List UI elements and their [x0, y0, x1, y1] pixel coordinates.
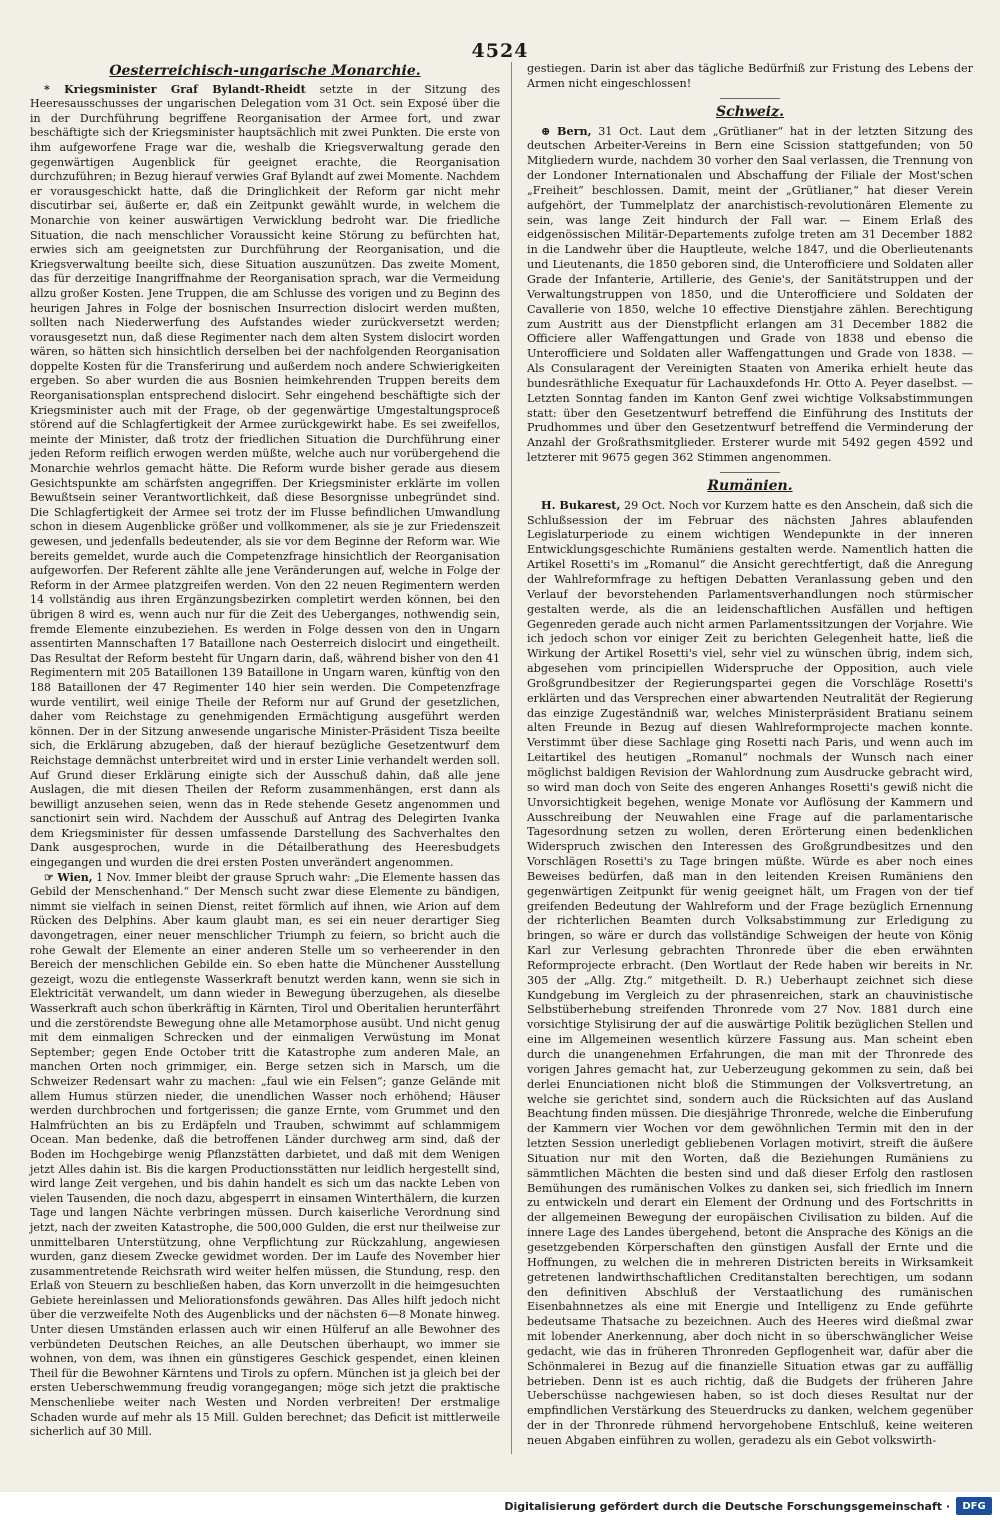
article-body: 1 Nov. Immer bleibt der grause Spruch wahr: „Die Elemente hassen das Gebild der Menschenhand.“ Der Mensch sucht zwar diese Elemente zu bändigen, nimmt sie vielfach in seinen Dienst, reitet förmlich auf ihnen, wie Arion auf dem Rücken des Delphins. Aber kaum glaubt man, es sei ein neuer derartiger Sieg davongetragen, einer neuer menschlicher Triumph zu feiern, so bricht auch die rohe Gewalt der Elemente an einer anderen Stelle um so verheerender in den Bereich der menschlichen Gebilde ein. So eben hatte die Münchener Ausstellung gezeigt, wozu die entlegenste Wasserkraft benutzt werden kann, wenn sie sich in Elektricität verwandelt, um dann wieder in Bewegung überzugehen, als dieselbe Wasserkraft auch schon überkräftig in Kärnten, Tirol und Oberitalien herunterfährt und die zerstörendste Bewegung ohne alle Metamorphose ausübt. Und nicht genug mit dem einmaligen Schrecken und der einmaligen Verwüstung im Monat September; gegen Ende October tritt die Katastrophe zum anderen Male, an manchen Orten noch grimmiger, ein. Berge setzen sich in Marsch, um die Schweizer Redensart wahr zu machen: „faul wie ein Felsen“; ganze Gelände mit allem Humus stürzen nieder, die unendlichen Wasser noch erhöhend; Häuser werden durchbrochen und fortgerissen; die ganze Ernte, vom Grummet und den Halmfrüchten an bis zu Erdäpfeln und Trauben, schwimmt auf schlammigem Ocean. Man bedenke, daß die betroffenen Länder durchweg arm sind, daß der Boden im Hochgebirge wenig Pflanzstätten darbietet, und daß mit dem Wenigen jetzt Alles dahin ist. Bis die kargen Productionsstätten nur leidlich hergestellt sind, wird lange Zeit vergehen, und bis dahin handelt es sich um das nackte Leben von vielen Tausenden, die noch dazu, abgesperrt in einsamen Winterthälern, die kurzen Tage und langen Nächte verbringen müssen. Durch kaiserliche Verordnung sind jetzt, nach der zweiten Katastrophe, die 500,000 Gulden, die erst nur theilweise zur unmittelbaren Unterstützung, ohne Verpflichtung zur Rückzahlung, angewiesen wurden, ganz diesem Zwecke gewidmet worden. Der im Laufe des November hier zusammentretende Reichsrath wird weiter helfen müssen, die Stundung, resp. den Erlaß von Steuern zu beschließen haben, das Korn unverzollt in die heimgesuchten Gebiete hereinlassen und Meliorationsfonds gewähren. Das Alles hilft jedoch nicht über die verzweifelte Noth des Augenblicks und der nächsten 6—8 Monate hinweg. Unter diesen Umständen erlassen auch wir einen Hülferuf an alle Bewohner des verbündeten Deutschen Reiches, an alle Deutschen überhaupt, wo immer sie wohnen, von dem, was ihnen ein günstigeres Geschick gespendet, einen kleinen Theil für die Bewohner Kärntens und Tirols zu opfern. München ist ja gleich bei der ersten Ueberschwemmung freudig vorangegangen; möge sich jetzt die praktische Menschenliebe weiter nach Westen und Norden verbreiten! Der erstmalige Schaden wurde auf mehr als 15 Mill. Gulden berechnet; das Deficit ist mittlerweile sicherlich auf 30 Mill.: [30, 870, 501, 1439]
section-heading-schweiz: Schweiz.: [716, 103, 784, 120]
article-bern: [527, 124, 973, 466]
section-divider: [720, 472, 780, 473]
article-body: setzte in der Sitzung des Heeresausschusses der ungarischen Delegation vom 31 Oct. sein Exposé über die in der Durchführung begriffene Reorganisation der Armee fort, und zwar beschäftigte sich der Kriegsminister hauptsächlich mit zwei Punkten. Die erste von ihm aufgeworfene Frage war die, weshalb die Kriegsverwaltung gerade den gegenwärtigen Augenblick für geeignet erachte, die Reorganisation durchzuführen; in Bezug hierauf verwies Graf Bylandt auf zwei Momente. Nachdem er vorausgeschickt hatte, daß die Dringlichkeit der Reform gar nicht mehr discutirbar sei, äußerte er, daß ein Zeitpunkt gewählt wurde, in welchem die Monarchie von keiner auswärtigen Verwicklung bedroht war. Die friedliche Situation, die nach menschlicher Voraussicht keine Störung zu befürchten hat, erwies sich am geeignetsten zur Durchführung der Reorganisation, und die Kriegsverwaltung beeilte sich, diese Situation auszunützen. Das zweite Moment, das für derzeitige Inangriffnahme der Reorganisation sprach, war die Vermeidung allzu großer Kosten. Jene Truppen, die am Schlusse des vorigen und zu Beginn des heurigen Jahres in Folge der bosnischen Insurrection dislocirt werden mußten, sollten nach Niederwerfung des Aufstandes wieder zurückversetzt werden; vorausgesetzt nun, daß diese Regimenter nach dem alten System dislocirt worden wären, so hätten sich hinsichtlich derselben bei der nachfolgenden Reorganisation doppelte Kosten für die Transferirung und außerdem noch andere Schwierigkeiten ergeben. So aber wurden die aus Bosnien heimkehrenden Truppen bereits dem Reorganisationsplan entsprechend dislocirt. Sehr eingehend beschäftigte sich der Kriegsminister auch mit der Frage, ob der gegenwärtige Umgestaltungsproceß störend auf die Schlagfertigkeit der Armee zurückgewirkt habe. Es sei zweifellos, meinte der Minister, daß trotz der friedlichen Situation die Durchführung einer jeden Reform reiflich erwogen werden müßte, welche auch nur vorübergehend die Monarchie wehrlos gemacht hätte. Die Reform wurde bisher gerade aus diesem Gesichtspunkte am schärfsten angegriffen. Der Kriegsminister erklärte im vollen Bewußtsein seiner Verantwortlichkeit, daß diese Besorgnisse unbegründet sind. Die Schlagfertigkeit der Armee sei trotz der im Flusse befindlichen Umwandlung schon in diesem Augenblicke größer und vollkommener, als sie je zur Friedenszeit gewesen, und jedenfalls bedeutender, als sie vor dem Beginne der Reform war. Wie bereits gemeldet, wurde auch die Competenzfrage hinsichtlich der Reorganisation aufgeworfen. Der Referent zählte alle jene Veränderungen auf, welche in Folge der Reform in der Armee platzgreifen werden. Von den 22 neuen Regimentern werden 14 vollständig aus ihren Ergänzungsbezirken completirt werden können, bei den übrigen 8 wird es, wenn auch nur für die Zeit des Ueberganges, nothwendig sein, fremde Elemente einzubeziehen. Es werden in Folge dessen von den in Ungarn assentirten Mannschaften 17 Bataillone nach Oesterreich dislocirt und eingetheilt. Das Resultat der Reform besteht für Ungarn darin, daß, während bisher von den 41 Regimentern mit 205 Bataillonen 139 Bataillone in Ungarn waren, künftig von den 188 Bataillonen der 47 Regimenter 140 hier sein werden. Die Competenzfrage wurde ventilirt, weil einige Theile der Reform nur auf Grund der gesetzlichen, daher vom Reichstage zu genehmigenden Ermächtigung ausgeführt werden können. Der in der Sitzung anwesende ungarische Minister-Präsident Tisza beeilte sich, die Erklärung abzugeben, daß der hierauf bezügliche Gesetzentwurf dem Reichstage demnächst unterbreitet wird und in erster Linie verhandelt werden soll. Auf Grund dieser Erklärung einigte sich der Ausschuß dahin, daß alle jene Auslagen, die mit diesen Theilen der Reform zusammenhängen, erst dann als bewilligt anzusehen seien, wenn das in Rede stehende Gesetz angenommen und sanctionirt sein wird. Nachdem der Ausschuß auf Antrag des Delegirten Ivanka dem Kriegsminister für dessen umfassende Darstellung des Sachverhaltes den Dank ausgesprochen, wurde in die Détailberathung des Heeresbudgets eingegangen und wurden die drei ersten Posten unverändert angenommen.: [30, 82, 500, 870]
article-continuation: gestiegen. Darin ist aber das tägliche Bedürfniß zur Fristung des Lebens der Armen nicht eingeschlossen!: [527, 62, 973, 90]
article-lead: Bern,: [557, 123, 592, 138]
article-lead: H. Bukarest,: [541, 497, 621, 512]
funding-notice: Digitalisierung gefördert durch die Deutsche Forschungsgemeinschaft ·: [504, 1500, 950, 1513]
article-kriegsminister: [30, 83, 500, 871]
dfg-logo-icon[interactable]: DFG: [956, 1497, 992, 1515]
article-lead: Wien,: [57, 870, 93, 884]
article-body: 29 Oct. Noch vor Kurzem hatte es den Anschein, daß sich die Schlußsession der im Februar des nächsten Jahres ablaufenden Legislaturperiode zu einem wichtigen Wendepunkte in der inneren Entwicklungsgeschichte Rumäniens gestalten werde. Namentlich hatten die Artikel Rosetti's im „Romanul“ die Ansicht gerechtfertigt, daß die Anregung der Wahlreformfrage zu heftigen Debatten Veranlassung geben und den Verlauf der bevorstehenden Parlamentsverhandlungen noch stürmischer gestalten werde, als die an leidenschaftlichen Ausfällen und heftigen Gegenreden gerade auch nicht armen Parlamentssitzungen der Vorjahre. Wie ich jedoch schon vor einiger Zeit zu berichten Gelegenheit hatte, ließ die Wirkung der Artikel Rosetti's viel, sehr viel zu wünschen übrig, indem sich, abgesehen vom principiellen Widerspruche der Opposition, auch viele Großgrundbesitzer der Regierungspartei gegen die Vorschläge Rosetti's erklärten und das Versprechen einer abwartenden Neutralität der Regierung das einzige Zugeständniß war, welches Ministerpräsident Bratianu seinem alten Freunde in Bezug auf diesen Wahlreformprojecte machen konnte. Verstimmt über diese Sachlage ging Rosetti nach Paris, und wenn auch im Leitartikel des heutigen „Romanul“ nochmals der Wunsch nach einer möglichst baldigen Revision der Wahlordnung zum Ausdrucke gebracht wird, so wird man doch von Seite des engeren Anhanges Rosetti's gewiß nicht die Unvorsichtigkeit begehen, wenige Monate vor Auflösung der Kammern und Ausschreibung der Neuwahlen eine Frage auf die parlamentarische Tagesordnung setzen zu wollen, deren Erörterung einen bedenklichen Widerspruch zwischen den Interessen des Großgrundbesitzes und den Vorschlägen Rosetti's zu Tage bringen müßte. Würde es aber noch eines Beweises bedürfen, daß man in den leitenden Kreisen Rumäniens den gegenwärtigen Zeitpunkt für wenig geeignet hält, um Fragen von der tief greifenden Bedeutung der Wahlreform und der Frage bezüglich Ernennung der richterlichen Beamten durch Volksabstimmung zur Erledigung zu bringen, so wäre er durch das vollständige Schweigen der heute von König Karl zur Verlesung gebrachten Thronrede über die eben erwähnten Reformprojecte erbracht. (Den Wortlaut der Rede haben wir bereits in Nr. 305 der „Allg. Ztg.“ mitgetheilt. D. R.) Ueberhaupt zeichnet sich diese Kundgebung im Vergleich zu der phrasenreichen, stark an chauvinistische Selbstüberhebung streifenden Thronrede vom 27 Nov. 1881 durch eine vorsichtige Stylisirung der auf die auswärtige Politik bezüglichen Stellen und eine im Allgemeinen wesentlich kürzere Fassung aus. Man scheint eben durch die unangenehmen Erfahrungen, die man mit der Thronrede des vorigen Jahres gemacht hat, zur Ueberzeugung gekommen zu sein, daß bei derlei Enunciationen nicht bloß die Stimmungen der Volksvertretung, an welche sie gerichtet sind, sondern auch die Rücksichten auf das Ausland Beachtung finden müssen. Die diesjährige Thronrede, welche die Einberufung der Kammern vier Wochen vor dem gewöhnlichen Termin mit den in der letzten Session unerledigt gebliebenen Vorlagen motivirt, streift die äußere Situation nur mit den Worten, daß die Beziehungen Rumäniens zu sämmtlichen Mächten die besten sind und daß dieser Erfolg den rastlosen Bemühungen des rumänischen Volkes zu danken sei, sich friedlich im Innern zu entwickeln und derart ein Element der Ordnung und des Fortschritts in der allgemeinen Bewegung der europäischen Civilisation zu bilden. Auf die innere Lage des Landes übergehend, betont die Ansprache des Königs an die gesetzgebenden Körperschaften den günstigen Ausfall der Ernte und die Hoffnungen, zu welchen die in mehreren Districten bereits in Wirksamkeit getretenen landwirthschaftlichen Creditanstalten berechtigen, um sodann den definitiven Abschluß der Verstaatlichung des rumänischen Eisenbahnnetzes als eine mit Energie und Intelligenz zu Ende geführte bedeutsame Thatsache zu bezeichnen. Auch des Heeres wird dießmal zwar mit lobender Anerkennung, aber doch nicht in so überschwänglicher Weise gedacht, wie das in früheren Thronreden Gepflogenheit war, dafür aber die Schönmalerei in Bezug auf die finanzielle Situation etwas gar zu auffällig betrieben. Denn ist es auch richtig, daß die Budgets der früheren Jahre Ueberschüsse nachgewiesen haben, so ist doch dieses Resultat nur der empfindlichen Verstärkung des Steuerdrucks zu danken, welchem gegenüber der in der Thronrede rühmend hervorgehobene Entschluß, keine weiteren neuen Abgaben einführen zu wollen, geradezu als ein Gebot volkswirth-: [527, 498, 974, 1447]
page-number: 4524: [471, 40, 529, 62]
article-wien: [30, 871, 500, 1440]
right-column: [527, 62, 973, 1449]
section-heading-rumaenien: Rumänien.: [707, 477, 793, 494]
article-body: 31 Oct. Laut dem „Grütlianer“ hat in der letzten Sitzung des deutschen Arbeiter-Vereins in Bern eine Scission stattgefunden; von 50 Mitgliedern wurde, nachdem 30 vorher den Saal verlassen, die Trennung von der Londoner Internationalen und Abschaffung der Filiale der Most'schen „Freiheit“ beschlossen. Damit, meint der „Grütlianer,“ hat dieser Verein aufgehört, der Tummelplatz der anarchistisch-revolutionären Elemente zu sein, was lange Zeit hindurch der Fall war. — Einem Erlaß des eidgenössischen Militär-Departements zufolge treten am 31 December 1882 in die Landwehr über die Hauptleute, welche 1847, und die Oberlieutenants und Lieutenants, die 1850 geboren sind, die Unterofficiere und Soldaten aller Grade der Infanterie, Artillerie, des Genie's, der Sanitätstruppen und der Verwaltungstruppen von 1850, und die Unterofficiere und Soldaten der Cavallerie von 1850, welche 10 effective Dienstjahre zählen. Berechtigung zum Austritt aus der Dienstpflicht erlangen am 31 December 1882 die Officiere aller Waffengattungen und Grade von 1838 und ebenso die Unterofficiere und Soldaten aller Waffengattungen und Grade von 1838. — Als Consularagent der Vereinigten Staaten von Amerika erhielt heute das bundesräthliche Exequatur für Lachauxdefonds Hr. Otto A. Peyer daselbst. — Letzten Sonntag fanden im Kanton Genf zwei wichtige Volksabstimmungen statt: über den Gesetzentwurf betreffend die Einführung des Instituts der Prudhommes und über den Gesetzentwurf betreffend die Verminderung der Anzahl der Großrathsmitglieder. Ersterer wurde mit 5492 gegen 4592 und letzterer mit 9675 gegen 362 Stimmen angenommen.: [527, 124, 973, 465]
left-column: [30, 62, 500, 1440]
cross-circle-icon: ⊕: [541, 123, 551, 138]
article-lead: * Kriegsminister Graf Bylandt-Rheidt: [44, 82, 306, 96]
section-heading-oesterreich: Oesterreichisch-ungarische Monarchie.: [109, 63, 421, 79]
column-divider: [511, 62, 512, 1454]
correspondent-icon: ☞: [44, 870, 54, 884]
section-divider: [720, 98, 780, 99]
article-bukarest: [527, 498, 973, 1449]
footer-bar: [0, 1492, 1000, 1520]
